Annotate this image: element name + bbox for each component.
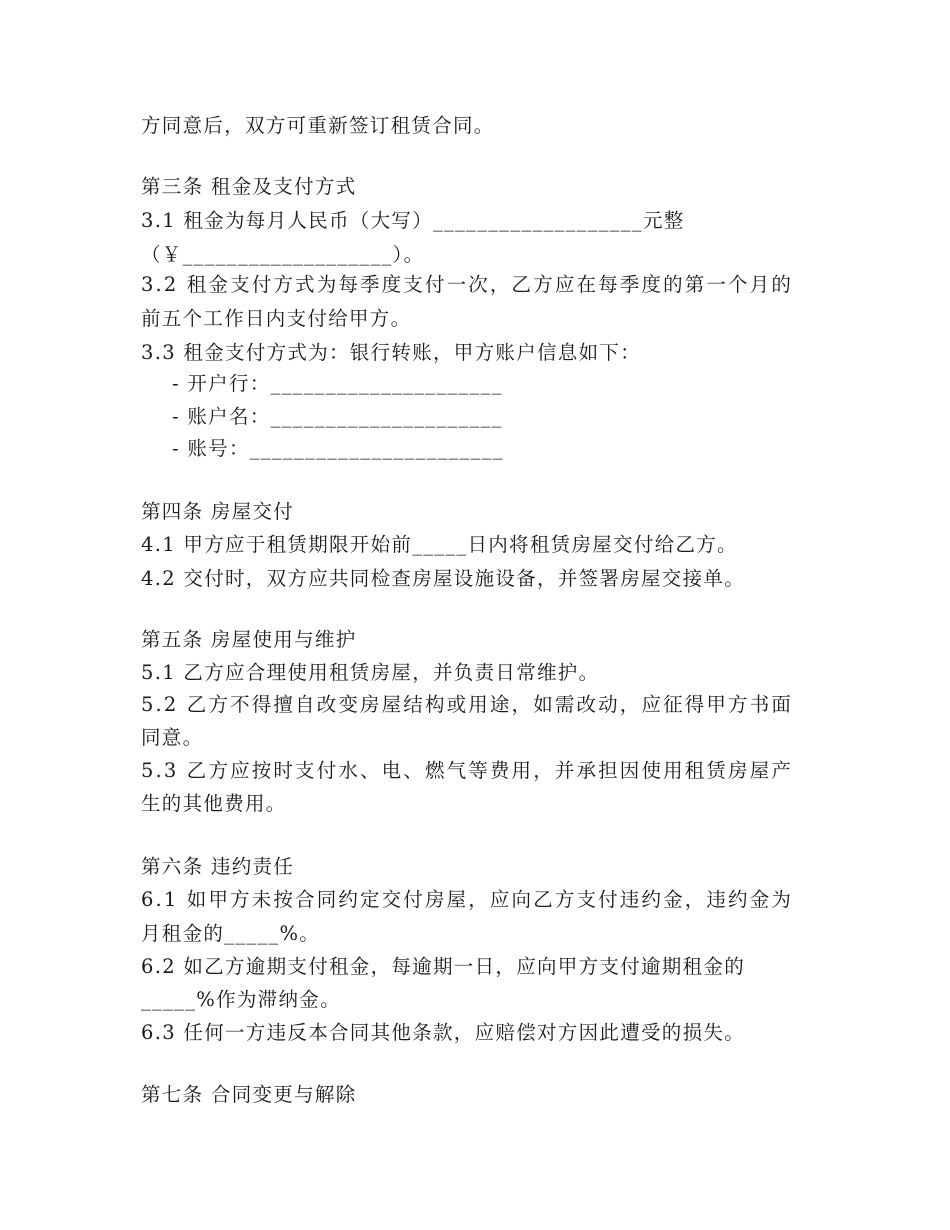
section-heading: 第五条 房屋使用与维护 [141, 628, 357, 651]
clause-line: 5.2 乙方不得擅自改变房屋结构或用途，如需改动，应征得甲方书面 [141, 693, 794, 716]
section-heading: 第四条 房屋交付 [141, 500, 295, 523]
clause-line: 4.1 甲方应于租赁期限开始前_____日内将租赁房屋交付给乙方。 [141, 533, 738, 556]
list-item: - 账号：_______________________ [172, 437, 504, 460]
clause-line: 4.2 交付时，双方应共同检查房屋设施设备，并签署房屋交接单。 [141, 567, 746, 590]
clause-line: 同意。 [141, 726, 204, 749]
clause-line: （￥___________________）。 [141, 243, 425, 266]
paragraph-line: 方同意后，双方可重新签订租赁合同。 [141, 114, 495, 137]
clause-line: 3.3 租金支付方式为：银行转账，甲方账户信息如下： [141, 341, 642, 364]
clause-line: 生的其他费用。 [141, 792, 287, 815]
list-item: - 开户行：_____________________ [172, 372, 503, 395]
clause-line: 6.1 如甲方未按合同约定交付房屋，应向乙方支付违约金，违约金为 [141, 888, 794, 911]
list-item: - 账户名：_____________________ [172, 405, 503, 428]
clause-line: 6.2 如乙方逾期支付租金，每逾期一日，应向甲方支付逾期租金的 [141, 955, 746, 978]
clause-line: 前五个工作日内支付给甲方。 [141, 307, 412, 330]
clause-line: _____%作为滞纳金。 [141, 988, 341, 1011]
clause-line: 5.3 乙方应按时支付水、电、燃气等费用，并承担因使用租赁房屋产 [141, 759, 794, 782]
section-heading: 第三条 租金及支付方式 [141, 175, 357, 198]
clause-line: 月租金的_____%。 [141, 922, 321, 945]
section-heading: 第七条 合同变更与解除 [141, 1083, 357, 1106]
clause-line: 3.2 租金支付方式为每季度支付一次，乙方应在每季度的第一个月的 [141, 273, 794, 296]
section-heading: 第六条 违约责任 [141, 855, 295, 878]
clause-line: 5.1 乙方应合理使用租赁房屋，并负责日常维护。 [141, 661, 600, 684]
clause-line: 3.1 租金为每月人民币（大写）___________________元整 [141, 209, 685, 232]
clause-line: 6.3 任何一方违反本合同其他条款，应赔偿对方因此遭受的损失。 [141, 1021, 746, 1044]
